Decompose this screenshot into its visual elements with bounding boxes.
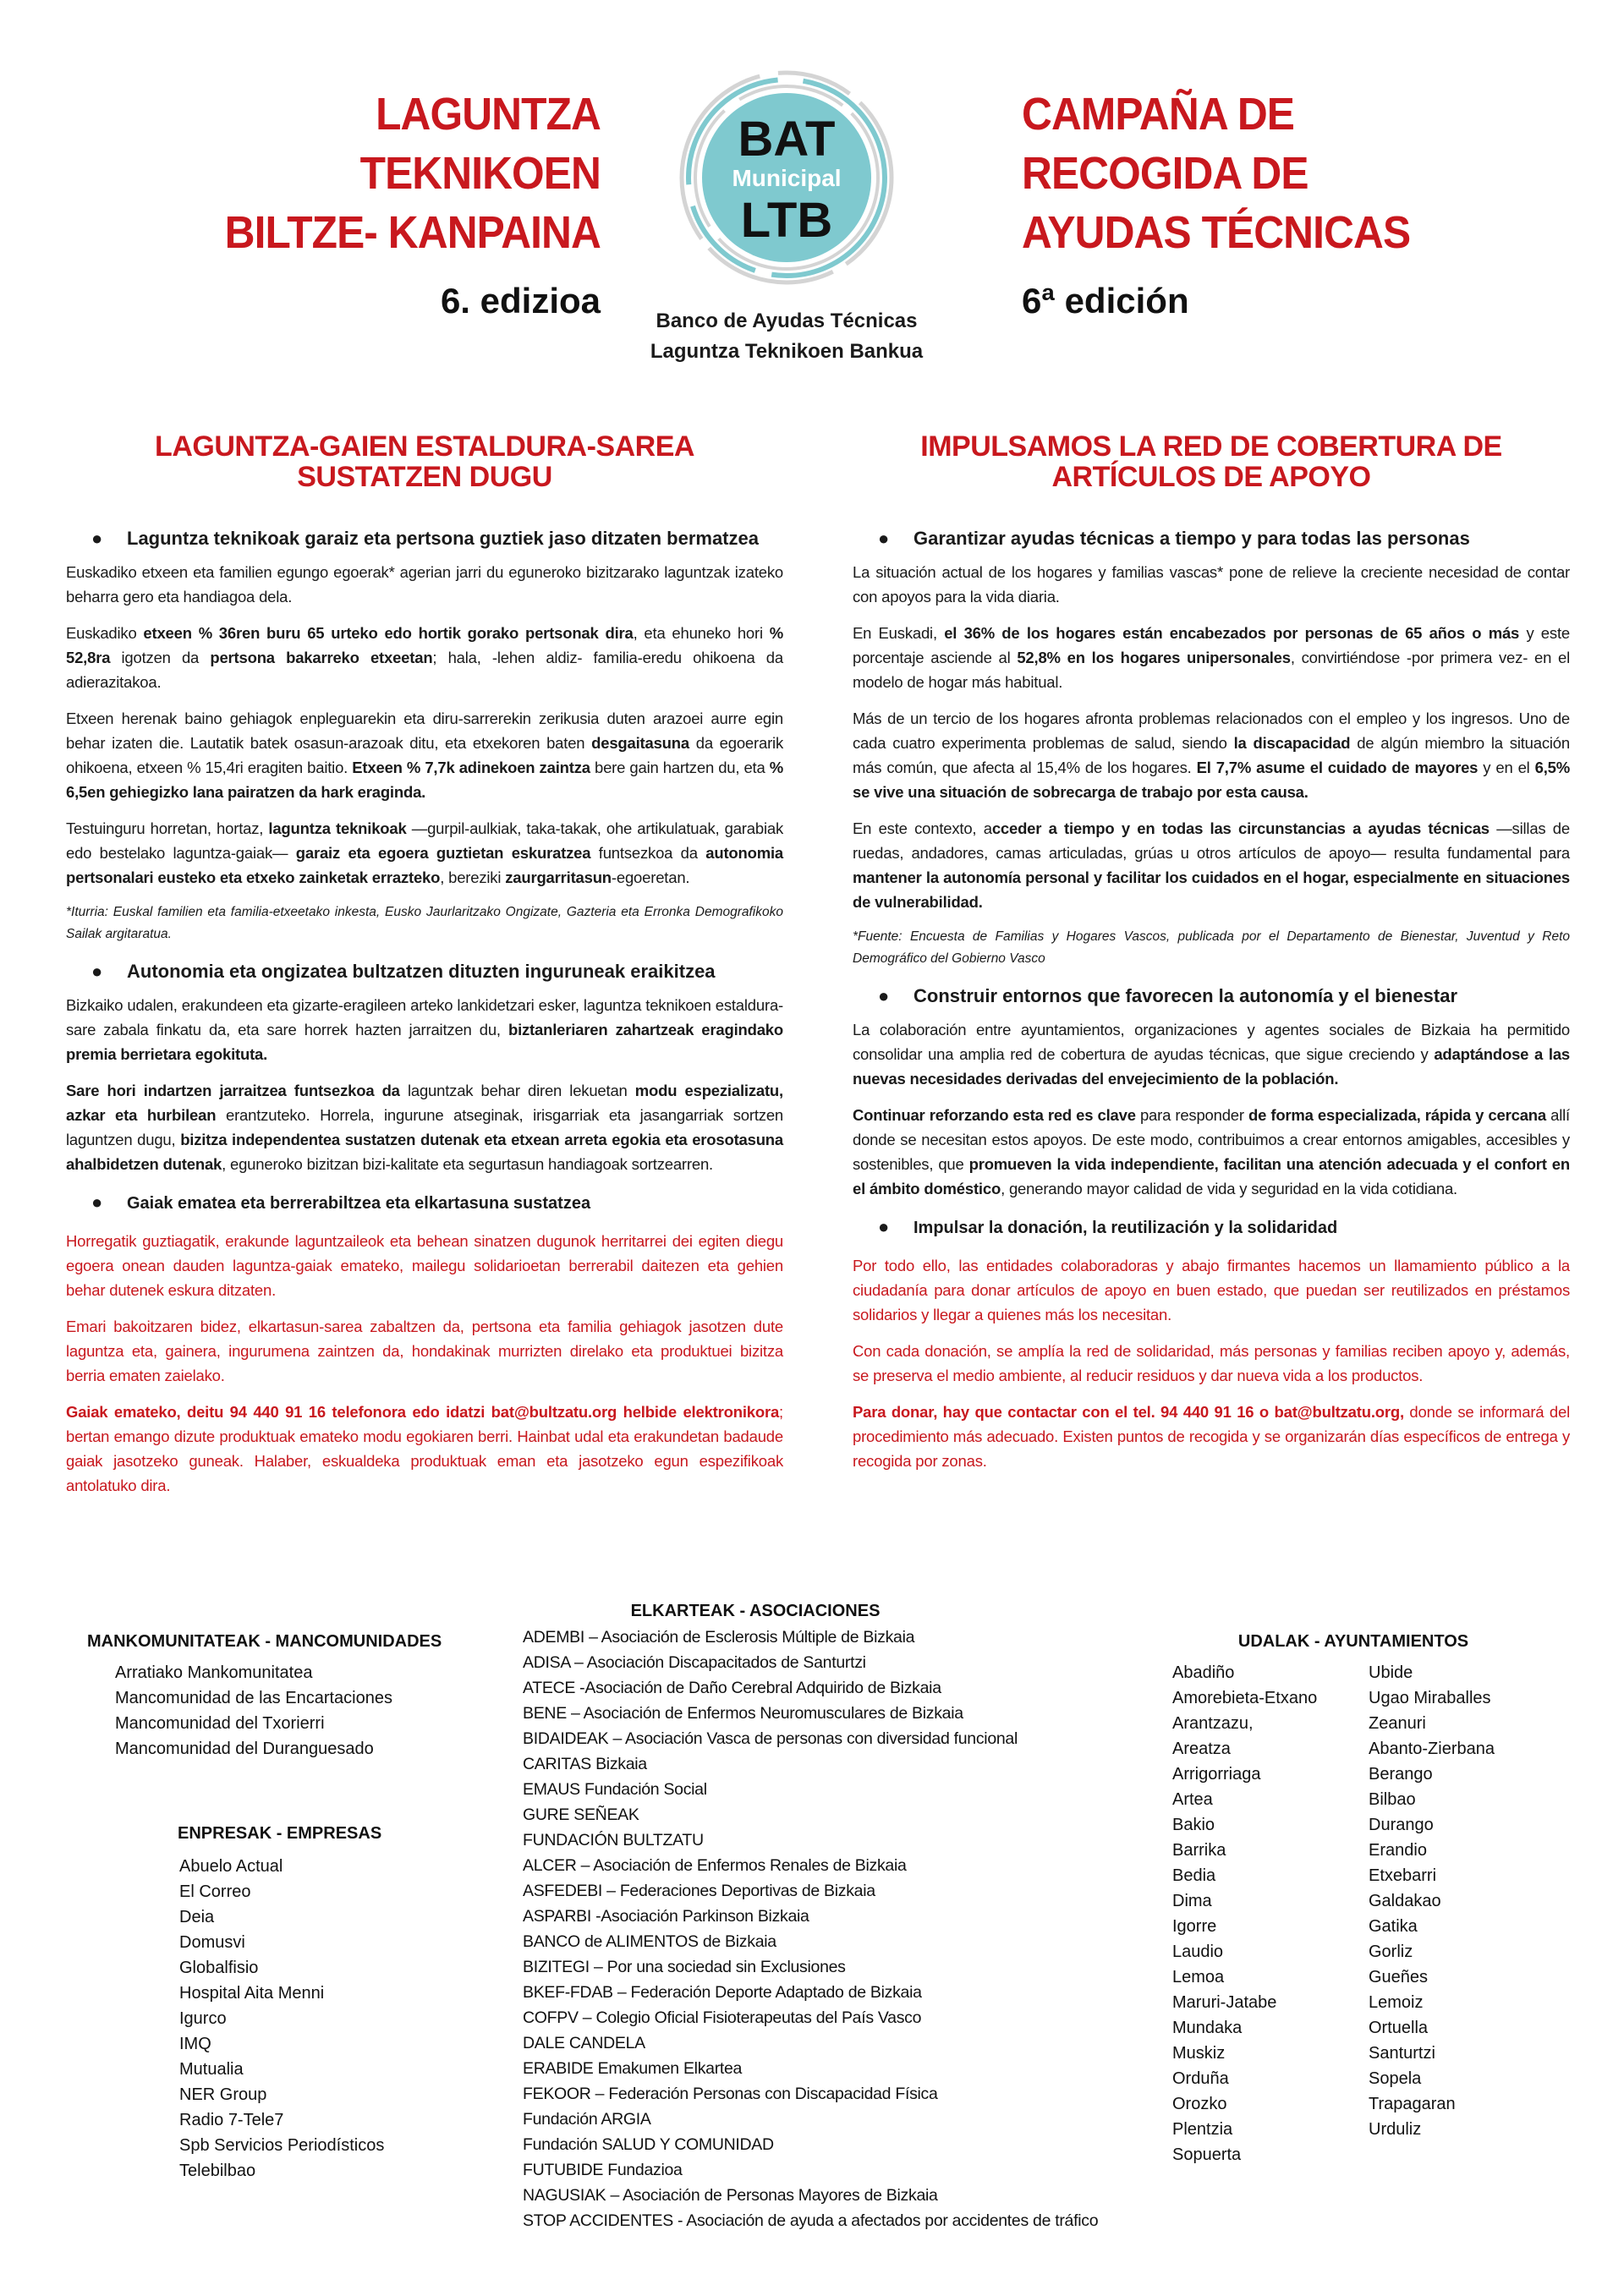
list-item: Sopela — [1369, 2069, 1422, 2088]
list-item: Igurco — [179, 2009, 227, 2028]
bullet-icon: ● — [91, 961, 103, 982]
bold-text: pertsona bakarreko etxeetan — [210, 649, 433, 666]
logo-subtitle-es: Banco de Ayudas Técnicas — [656, 310, 918, 332]
list-item: BIDAIDEAK – Asociación Vasca de personas con diversidad funcional — [523, 1729, 1018, 1748]
list-item: Mancomunidad del Duranguesado — [115, 1740, 374, 1758]
list-item: Mundaka — [1172, 2019, 1243, 2037]
campaign-title-es-line: AYUDAS TÉCNICAS — [1022, 207, 1411, 258]
text-run: funtsezkoa da — [590, 844, 706, 862]
list-item: Gorliz — [1369, 1943, 1413, 1961]
bold-text: % 52,8ra — [66, 624, 783, 666]
list-item: Laudio — [1172, 1943, 1224, 1961]
list-item: IMQ — [179, 2035, 211, 2053]
paragraph — [66, 993, 783, 1066]
list-item: Mutualia — [179, 2060, 244, 2079]
header-spanish — [1022, 85, 1444, 321]
bold-text: garaiz eta egoera guztietan eskuratzea — [295, 844, 591, 862]
list-item: El Correo — [179, 1882, 251, 1901]
list-item: ALCER – Asociación de Enfermos Renales de Bizkaia — [523, 1856, 907, 1875]
call-paragraph: Emari bakoitzaren bidez, elkartasun-sarea zabaltzen da, pertsona eta familia gehiagok jasotzen dute laguntza eta, gainera, ingurumena zaintzen da, hondakinak murrizten direlako eta produktuei bizitza berria ematen zaielako. — [66, 1318, 783, 1384]
text-run: Bizkaiko udalen, erakundeen eta gizarte-eragileen arteko lankidetzari esker, laguntza teknikoen estaldura-sare zabala finkatu da, eta sare horrek hazten jarraitzen du, — [66, 996, 783, 1038]
bold-text: biztanleriaren zahartzeak eragindako premia berrietara egokituta. — [66, 1021, 783, 1063]
logo-text-municipal: Municipal — [732, 165, 842, 191]
section-title-line: SUSTATZEN DUGU — [297, 461, 552, 493]
list-item: Arantzazu, — [1172, 1714, 1254, 1733]
column-spanish — [853, 431, 1570, 1485]
list-item: Abanto-Zierbana — [1369, 1740, 1495, 1758]
text-run: —gurpil-aulkiak, taka-takak, ohe artikulatuak, garabiak edo bestelako laguntza-gaiak— — [66, 819, 783, 862]
section-title-line: LAGUNTZA-GAIEN ESTALDURA-SAREA — [155, 430, 694, 463]
list-items — [179, 1854, 384, 2184]
contact-paragraph — [66, 1400, 783, 1498]
list-item: GURE SEÑEAK — [523, 1806, 639, 1824]
list-item: FEKOOR – Federación Personas con Discapacidad Física — [523, 2085, 938, 2103]
bold-text: 6,5% se vive una situación de sobrecarga de trabajo por esta causa. — [853, 759, 1570, 801]
edition-eu: 6. edizioa — [440, 281, 601, 321]
list-item: DALE CANDELA — [523, 2034, 645, 2052]
paragraph — [853, 1017, 1570, 1091]
call-paragraph: Por todo ello, las entidades colaboradoras y abajo firmantes hacemos un llamamiento público a la ciudadanía para donar artículos de apoyo en buen estado, que puedan ser reutilizados en préstamos solidarios y llegar a quienes más los necesitan. — [853, 1257, 1570, 1323]
list-item: BENE – Asociación de Enfermos Neuromusculares de Bizkaia — [523, 1704, 963, 1723]
text-run: de algún miembro la situación más común, que afecta al 15,4% de los hogares. — [853, 734, 1570, 776]
bold-text: El 7,7% asume el cuidado de mayores — [1196, 759, 1479, 776]
paragraph — [66, 816, 783, 890]
bullet-icon: ● — [91, 1192, 103, 1213]
section-title-line: IMPULSAMOS LA RED DE COBERTURA DE — [920, 430, 1502, 463]
list-column — [1369, 1660, 1495, 2167]
bullet-heading-text: Gaiak ematea eta berrerabiltzea eta elkartasuna sustatzea — [127, 1194, 591, 1213]
list-items — [115, 1660, 442, 1762]
text-run: , convirtiéndose -por primera vez- en el modelo de hogar más habitual. — [853, 649, 1570, 691]
list-item: ADISA – Asociación Discapacitados de Santurtzi — [523, 1653, 866, 1672]
paragraph — [66, 706, 783, 804]
bold-text: Etxeen % 7,7k adinekoen zaintza — [352, 759, 590, 776]
list-item: Lemoa — [1172, 1968, 1225, 1986]
logo-text-bat: BAT — [738, 112, 836, 167]
list-item: Santurtzi — [1369, 2044, 1435, 2063]
text-run: ; bertan emango dizute produktuak emateko modu egokiaren berri. Hainbat udal eta erakundetan badaude gaiak jasotzeko guneak. Halaber, eskualdeka produktuak eman eta jasotzeko egun espezifikoak antolatuko dira. — [66, 1403, 783, 1494]
list-item: BIZITEGI – Por una sociedad sin Exclusiones — [523, 1958, 846, 1976]
list-item: FUTUBIDE Fundazioa — [523, 2161, 683, 2179]
list-item: CARITAS Bizkaia — [523, 1755, 647, 1773]
list-item: FUNDACIÓN BULTZATU — [523, 1831, 704, 1849]
list-item: Maruri-Jatabe — [1172, 1993, 1277, 2012]
text-run: , eta ehuneko hori — [633, 624, 770, 642]
list-item: Etxebarri — [1369, 1866, 1437, 1885]
list-item: Deia — [179, 1908, 215, 1926]
bold-text: adaptándose a las nuevas necesidades derivadas del envejecimiento de la población. — [853, 1045, 1570, 1088]
text-run: —sillas de ruedas, andadores, camas articuladas, grúas u otros artículos de apoyo— resulta fundamental para — [853, 819, 1570, 862]
bullet-icon: ● — [91, 528, 103, 549]
list-items — [523, 1625, 1132, 2233]
list-item: Sopuerta — [1172, 2145, 1242, 2164]
asociaciones-list — [523, 1602, 1132, 2233]
list-heading: UDALAK - AYUNTAMIENTOS — [1237, 1632, 1469, 1651]
bold-text: % 6,5en gehiegizko lana pairatzen da hark eraginda. — [66, 759, 783, 801]
campaign-title-es-line: CAMPAÑA DE — [1022, 89, 1294, 140]
bullet-heading — [853, 985, 1570, 1007]
bullet-heading — [66, 961, 783, 983]
campaign-title-eu-line: BILTZE- KANPAINA — [224, 207, 601, 258]
bullet-icon: ● — [878, 1216, 890, 1237]
list-item: Lemoiz — [1369, 1993, 1424, 2012]
logo-subtitle — [626, 306, 947, 367]
text-run: En Euskadi, — [853, 624, 945, 642]
list-item: STOP ACCIDENTES - Asociación de ayuda a afectados por accidentes de tráfico — [523, 2211, 1099, 2230]
list-item: Bilbao — [1369, 1790, 1416, 1809]
list-item: Radio 7-Tele7 — [179, 2111, 284, 2129]
campaign-title-eu-line: TEKNIKOEN — [359, 148, 601, 199]
list-item: Igorre — [1172, 1917, 1217, 1936]
bold-text: Gaiak emateko, deitu 94 440 91 16 telefonora edo idatzi bat@bultzatu.org helbide elektronikora — [66, 1403, 780, 1421]
bullet-heading — [853, 1216, 1570, 1238]
list-item: ADEMBI – Asociación de Esclerosis Múltiple de Bizkaia — [523, 1628, 915, 1647]
list-item: Amorebieta-Etxano — [1172, 1689, 1318, 1707]
list-item: Arratiako Mankomunitatea — [115, 1663, 313, 1682]
paragraph — [66, 621, 783, 694]
list-item: Dima — [1172, 1892, 1212, 1910]
list-item: Galdakao — [1369, 1892, 1441, 1910]
bold-text: bizitza independentea sustatzen dutenak eta etxean arreta egokia eta erosotasuna ahalbidetzen dutenak — [66, 1131, 783, 1173]
list-item: Durango — [1369, 1816, 1434, 1834]
bullet-heading — [66, 528, 783, 550]
text-run: da egoerarik ohikoena, etxeen % 15,4ri eragiten baitio. — [66, 734, 783, 776]
list-item: Orozko — [1172, 2095, 1227, 2113]
paragraph: La situación actual de los hogares y familias vascas* pone de relieve la creciente necesidad de contar con apoyos para la vida diaria. — [853, 563, 1570, 606]
bullet-icon: ● — [878, 528, 890, 549]
header-basque — [192, 85, 601, 321]
bold-text: Para donar, hay que contactar con el tel. 94 440 91 16 o bat@bultzatu.org, — [853, 1403, 1404, 1421]
list-item: Spb Servicios Periodísticos — [179, 2136, 385, 2155]
bold-text: mantener la autonomía personal y facilitar los cuidados en el hogar, especialmente en situaciones de vulnerabilidad. — [853, 869, 1570, 911]
list-item: Urduliz — [1369, 2120, 1422, 2139]
bold-text: cceder a tiempo y en todas las circunstancias a ayudas técnicas — [991, 819, 1490, 837]
bold-text: modu espezializatu, azkar eta hurbilean — [66, 1082, 783, 1124]
list-item: Mancomunidad de las Encartaciones — [115, 1689, 392, 1707]
list-item: ASFEDEBI – Federaciones Deportivas de Bizkaia — [523, 1882, 875, 1900]
bold-text: la discapacidad — [1233, 734, 1351, 752]
list-item: BKEF-FDAB – Federación Deporte Adaptado de Bizkaia — [523, 1983, 922, 2002]
list-item: Barrika — [1172, 1841, 1226, 1860]
paragraph: Euskadiko etxeen eta familien egungo egoerak* agerian jarri du eguneroko bizitzarako laguntzak izateko beharra gero eta handiagoa dela. — [66, 563, 783, 606]
mancomunidades-list — [87, 1632, 442, 1762]
bold-text: Continuar reforzando esta red es clave — [853, 1106, 1136, 1124]
paragraph — [853, 1103, 1570, 1201]
list-item: Abuelo Actual — [179, 1857, 283, 1876]
list-item: BANCO de ALIMENTOS de Bizkaia — [523, 1932, 776, 1951]
list-column — [1172, 1660, 1369, 2167]
source-note: *Iturria: Euskal familien eta familia-etxeetako inkesta, Eusko Jaurlaritzako Ongizate, Gazteria eta Erronka Demografikoko Sailak argitaratua. — [66, 905, 783, 941]
text-run: , bereziki — [440, 869, 506, 886]
source-note: *Fuente: Encuesta de Familias y Hogares Vascos, publicada por el Departamento de Bienestar, Juventud y Reto Demográfico del Gobierno Vasco — [853, 929, 1570, 966]
text-run: allí donde se necesitan estos apoyos. De este modo, contribuimos a crear entornos amigables, accesibles y sostenibles, que — [853, 1106, 1570, 1173]
bullet-heading-text: Garantizar ayudas técnicas a tiempo y para todas las personas — [914, 528, 1470, 549]
list-heading: ENPRESAK - EMPRESAS — [178, 1824, 382, 1843]
text-run: bere gain hartzen du, eta — [590, 759, 770, 776]
list-item: Bedia — [1172, 1866, 1216, 1885]
section-title-es — [853, 431, 1570, 492]
text-run: erantzuteko. Horrela, ingurune atseginak, irisgarriak eta jasangarriak sortzen laguntzen dugu, — [66, 1106, 783, 1148]
bat-ltb-logo — [677, 68, 897, 288]
text-run: y en el — [1478, 759, 1535, 776]
bullet-heading-text: Construir entornos que favorecen la autonomía y el bienestar — [914, 985, 1458, 1006]
list-item: Trapagaran — [1369, 2095, 1456, 2113]
text-run: donde se informará del procedimiento más adecuado. Existen puntos de recogida y se organizarán días específicos de entrega y recogida por zonas. — [853, 1403, 1570, 1470]
paragraph — [853, 816, 1570, 914]
list-item: Abadiño — [1172, 1663, 1235, 1682]
text-run: , eguneroko bizitzan bizi-kalitate eta segurtasun handiagoak sortzearren. — [222, 1155, 713, 1173]
bold-text: zaurgarritasun — [505, 869, 612, 886]
list-item: Gatika — [1369, 1917, 1418, 1936]
list-item: Zeanuri — [1369, 1714, 1426, 1733]
list-item: Arrigorriaga — [1172, 1765, 1261, 1784]
list-heading: ELKARTEAK - ASOCIACIONES — [630, 1602, 881, 1620]
list-item: Mancomunidad del Txorierri — [115, 1714, 325, 1733]
bold-text: de forma especializada, rápida y cercana — [1248, 1106, 1546, 1124]
list-item: Hospital Aita Menni — [179, 1984, 325, 2003]
list-item: Fundación SALUD Y COMUNIDAD — [523, 2135, 774, 2154]
bullet-heading-text: Laguntza teknikoak garaiz eta pertsona guztiek jaso ditzaten bermatzea — [127, 528, 759, 549]
logo-subtitle-eu: Laguntza Teknikoen Bankua — [650, 340, 924, 363]
call-paragraph: Con cada donación, se amplía la red de solidaridad, más personas y familias reciben apoyo y, además, se preserva el medio ambiente, al reducir residuos y dar nueva vida a los productos. — [853, 1342, 1570, 1384]
list-item: ERABIDE Emakumen Elkartea — [523, 2059, 743, 2078]
list-item: Ortuella — [1369, 2019, 1429, 2037]
text-run: Euskadiko — [66, 624, 144, 642]
text-run: En este contexto, a — [853, 819, 992, 837]
bold-text: autonomia pertsonalari eusteko eta etxeko zainketak errazteko — [66, 844, 784, 886]
list-item: Berango — [1369, 1765, 1433, 1784]
list-item: ATECE -Asociación de Daño Cerebral Adquirido de Bizkaia — [523, 1679, 941, 1697]
list-item: Bakio — [1172, 1816, 1215, 1834]
list-item: Telebilbao — [179, 2162, 256, 2180]
text-run: laguntzak behar diren lekuetan — [399, 1082, 635, 1099]
text-run: ; hala, -lehen aldiz- familia-eredu ohikoena da adierazitakoa. — [66, 649, 783, 691]
column-basque — [66, 431, 783, 1510]
campaign-title-es-line: RECOGIDA DE — [1022, 148, 1309, 199]
list-item: Fundación ARGIA — [523, 2110, 651, 2129]
list-item: Orduña — [1172, 2069, 1229, 2088]
campaign-title-eu-line: LAGUNTZA — [376, 89, 601, 140]
list-item: Areatza — [1172, 1740, 1231, 1758]
paragraph — [853, 621, 1570, 694]
list-item: Globalfisio — [179, 1959, 259, 1977]
bold-text: promueven la vida independiente, facilitan una atención adecuada y el confort en el ámbito doméstico — [853, 1155, 1570, 1197]
list-item: Erandio — [1369, 1841, 1427, 1860]
bold-text: laguntza teknikoak — [268, 819, 407, 837]
list-item: COFPV – Colegio Oficial Fisioterapeutas del País Vasco — [523, 2008, 922, 2027]
bullet-heading — [853, 528, 1570, 550]
edition-es: 6ª edición — [1022, 281, 1189, 321]
bold-text: el 36% de los hogares están encabezados por personas de 65 años o más — [944, 624, 1520, 642]
text-run: -egoeretan. — [611, 869, 690, 886]
call-paragraph: Horregatik guztiagatik, erakunde laguntzaileok eta behean sinatzen dugunok herritarrei dei egiten diegu egoera onean dauden laguntza-gaiak emateko, mailegu solidarioetan berrerabil daitezen eta gehien behar dutenek eskura ditzaten. — [66, 1232, 783, 1299]
list-item: NER Group — [179, 2085, 267, 2104]
bullet-heading-text: Autonomia eta ongizatea bultzatzen dituzten inguruneak eraikitzea — [127, 961, 716, 982]
list-heading: MANKOMUNITATEAK - MANCOMUNIDADES — [87, 1632, 442, 1651]
text-run: para responder — [1135, 1106, 1249, 1124]
text-run: Etxeen herenak baino gehiagok enpleguarekin eta diru-sarrerekin zerikusia duten arazoei aurre egin behar izaten die. Lautatik batek osasun-arazoak ditu, eta etxekoren baten — [66, 710, 783, 752]
paragraph — [66, 1078, 783, 1176]
text-run: y este porcentaje asciende al — [853, 624, 1570, 666]
section-title-eu — [66, 431, 783, 492]
list-item: Gueñes — [1369, 1968, 1429, 1986]
list-item: NAGUSIAK – Asociación de Personas Mayores de Bizkaia — [523, 2186, 938, 2205]
ayuntamientos-list — [1167, 1632, 1539, 2167]
empresas-list — [178, 1824, 384, 2184]
list-item: ASPARBI -Asociación Parkinson Bizkaia — [523, 1907, 809, 1926]
bold-text: desgaitasuna — [591, 734, 689, 752]
list-item: Plentzia — [1172, 2120, 1233, 2139]
bullet-heading — [66, 1192, 783, 1214]
bullet-icon: ● — [878, 985, 890, 1006]
bold-text: Sare hori indartzen jarraitzea funtsezkoa da — [66, 1082, 400, 1099]
list-item: Artea — [1172, 1790, 1213, 1809]
bullet-heading-text: Impulsar la donación, la reutilización y la solidaridad — [914, 1219, 1338, 1237]
text-run: La colaboración entre ayuntamientos, organizaciones y agentes sociales de Bizkaia ha permitido consolidar una amplia red de cobertura de ayudas técnicas, que sigue creciendo y — [853, 1021, 1570, 1063]
text-run: Más de un tercio de los hogares afronta problemas relacionados con el empleo y los ingresos. Uno de cada cuatro experimenta problemas de salud, siendo — [853, 710, 1570, 752]
paragraph — [853, 706, 1570, 804]
section-title-line: ARTÍCULOS DE APOYO — [1051, 461, 1371, 493]
list-item: EMAUS Fundación Social — [523, 1780, 707, 1799]
list-item: Ugao Miraballes — [1369, 1689, 1491, 1707]
bold-text: 52,8% en los hogares unipersonales — [1017, 649, 1291, 666]
list-item: Muskiz — [1172, 2044, 1226, 2063]
text-run: igotzen da — [110, 649, 211, 666]
bold-text: etxeen % 36ren buru 65 urteko edo hortik gorako pertsonak dira — [143, 624, 634, 642]
text-run: Testuinguru horretan, hortaz, — [66, 819, 269, 837]
contact-paragraph — [853, 1400, 1570, 1473]
list-item: Ubide — [1369, 1663, 1413, 1682]
text-run: , generando mayor calidad de vida y seguridad en la vida cotidiana. — [1001, 1180, 1457, 1197]
list-item: Domusvi — [179, 1933, 245, 1952]
logo-text-ltb: LTB — [740, 193, 833, 248]
